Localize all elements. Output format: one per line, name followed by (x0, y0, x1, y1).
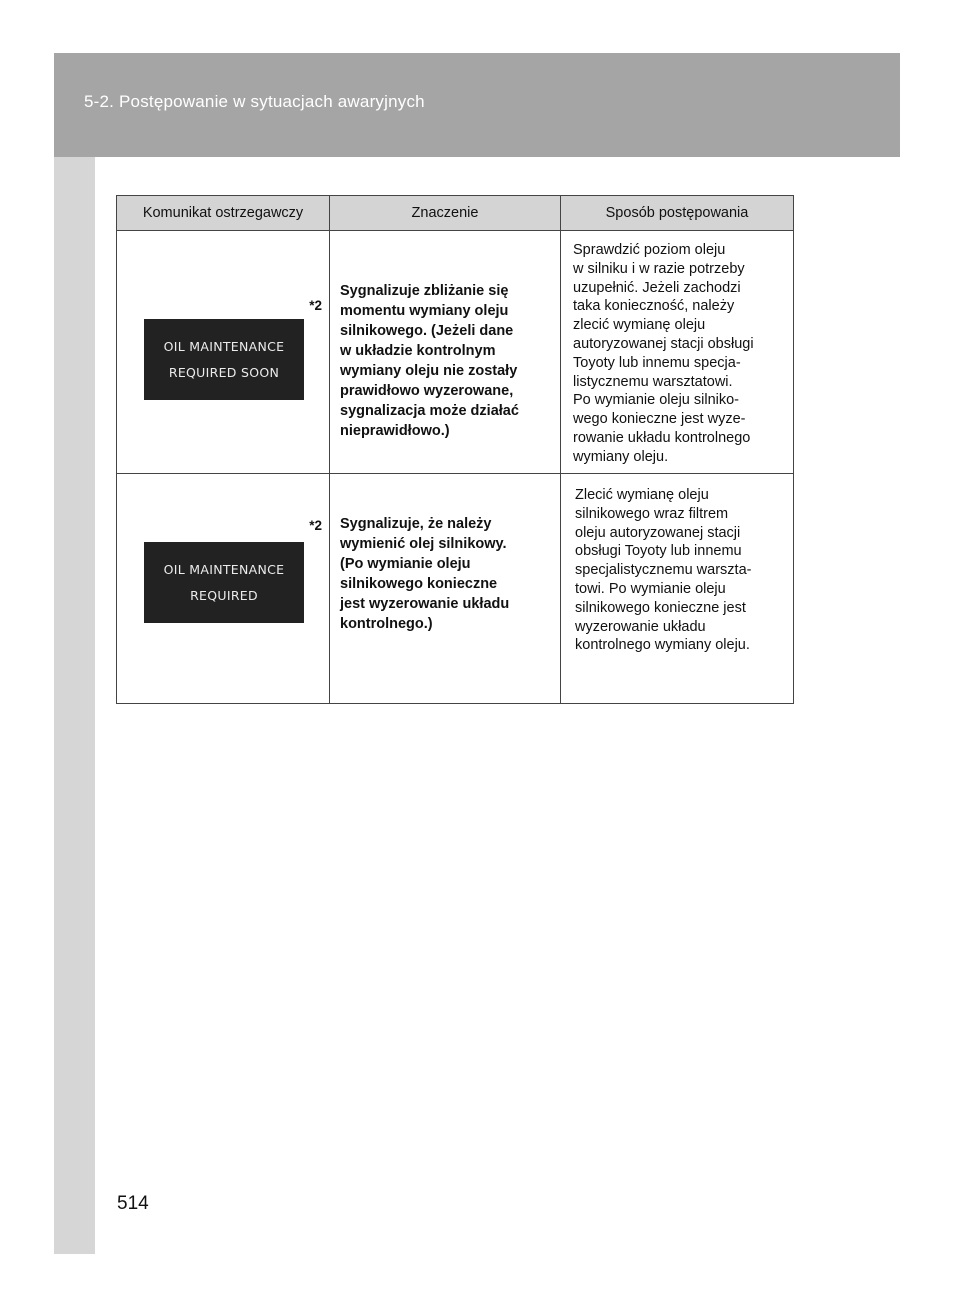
meaning-line: silnikowego konieczne (340, 576, 498, 592)
meaning-line: sygnalizacja może działać (340, 403, 519, 419)
warning-message-cell (117, 474, 330, 704)
meaning-line: kontrolnego.) (340, 616, 433, 632)
display-line: REQUIRED (190, 587, 258, 603)
page-number: 514 (117, 1193, 149, 1214)
action-line: zlecić wymianę oleju (573, 317, 706, 334)
action-line: specjalistycznemu warszta- (575, 562, 752, 579)
meaning-line: Sygnalizuje, że należy (340, 516, 492, 532)
action-line: kontrolnego wymiany oleju. (575, 637, 750, 654)
meaning-line: w układzie kontrolnym (340, 343, 496, 359)
column-header-meaning: Znaczenie (330, 196, 561, 231)
action-line: Zlecić wymianę oleju (575, 487, 709, 503)
action-line: obsługi Toyoty lub innemu (575, 543, 742, 560)
table-row (117, 474, 794, 704)
dashboard-display-oil-maintenance-required (144, 542, 304, 623)
action-line: silnikowego konieczne jest (575, 599, 746, 616)
action-line: listycznemu warsztatowi. (573, 373, 733, 390)
action-line: autoryzowanej stacji obsługi (573, 335, 754, 352)
meaning-line: Sygnalizuje zbliżanie się (340, 283, 509, 299)
meaning-line: wymienić olej silnikowy. (340, 536, 507, 552)
action-line: rowanie układu kontrolnego (573, 429, 751, 446)
footnote-marker: *2 (309, 518, 322, 533)
action-line: Toyoty lub innemu specja- (573, 354, 741, 371)
meaning-line: (Po wymianie oleju (340, 556, 471, 572)
table-header-row (117, 196, 794, 231)
action-line: silnikowego wraz filtrem (575, 505, 729, 522)
warning-message-table (116, 195, 794, 704)
display-line: OIL MAINTENANCE (163, 338, 285, 354)
action-line: wyzerowanie układu (575, 618, 706, 635)
meaning-line: wymiany oleju nie zostały (340, 363, 518, 379)
footnote-marker: *2 (309, 298, 322, 313)
table-row (117, 231, 794, 474)
action-cell (561, 474, 794, 704)
action-cell (561, 231, 794, 474)
action-line: taka konieczność, należy (573, 298, 735, 315)
meaning-line: jest wyzerowanie układu (340, 596, 510, 612)
meaning-line: silnikowego. (Jeżeli dane (340, 323, 514, 339)
action-line: wego konieczne jest wyze- (573, 411, 746, 428)
warning-message-cell (117, 231, 330, 474)
meaning-cell (330, 474, 561, 704)
action-line: towi. Po wymianie oleju (575, 580, 726, 597)
dashboard-display-oil-maintenance-required-soon (144, 319, 304, 400)
side-margin-strip (54, 157, 95, 1254)
display-line: OIL MAINTENANCE (163, 561, 285, 577)
action-line: wymiany oleju. (573, 448, 669, 465)
display-line: REQUIRED SOON (168, 364, 280, 380)
section-title: 5-2. Postępowanie w sytuacjach awaryjnych (84, 92, 425, 111)
meaning-line: momentu wymiany oleju (340, 303, 509, 319)
column-header-warning-message: Komunikat ostrzegawczy (117, 196, 330, 231)
column-header-action: Sposób postępowania (561, 196, 794, 231)
action-line: w silniku i w razie potrzeby (573, 260, 745, 277)
meaning-line: nieprawidłowo.) (340, 423, 450, 439)
meaning-cell (330, 231, 561, 474)
action-line: oleju autoryzowanej stacji (575, 524, 741, 541)
action-line: uzupełnić. Jeżeli zachodzi (573, 279, 741, 296)
action-line: Po wymianie oleju silniko- (573, 392, 740, 409)
action-line: Sprawdzić poziom oleju (573, 242, 726, 258)
meaning-line: prawidłowo wyzerowane, (340, 383, 514, 399)
